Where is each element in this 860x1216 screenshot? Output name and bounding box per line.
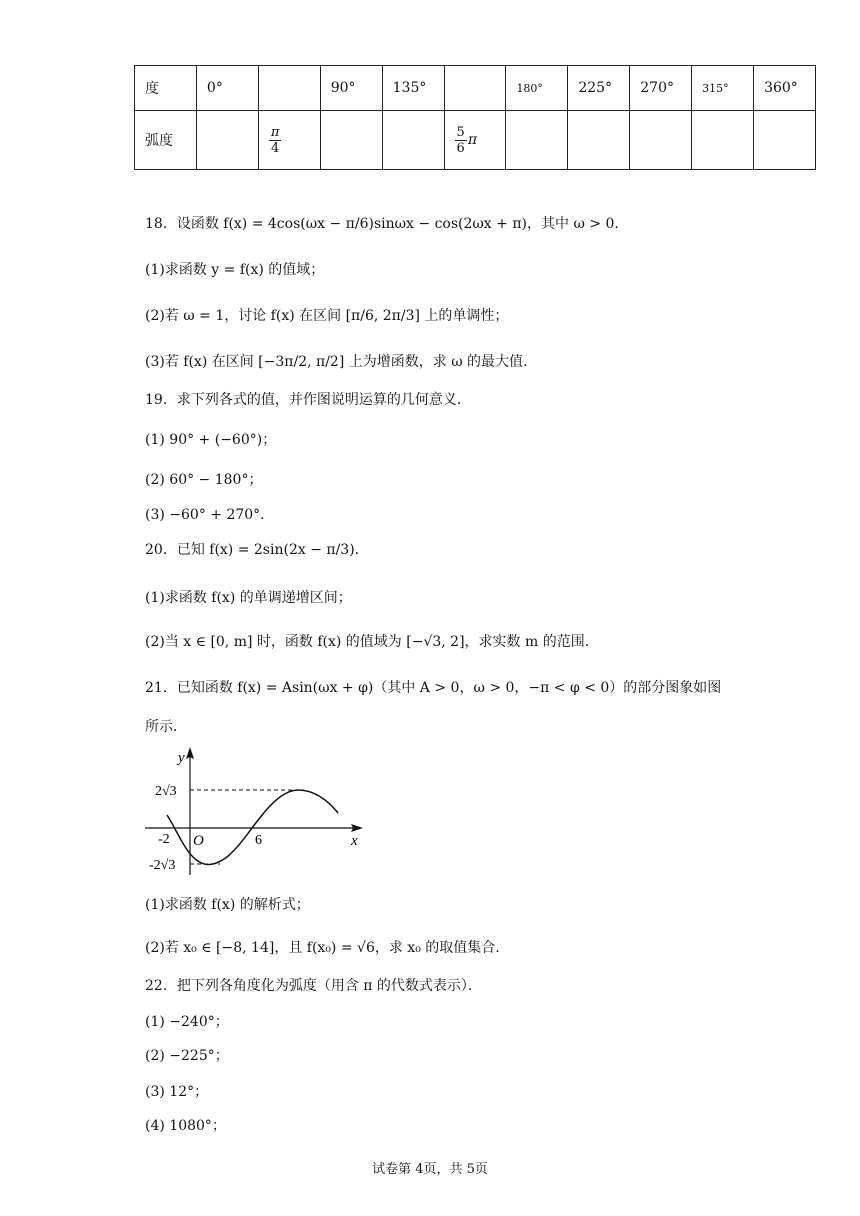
cell-rad-9 [692, 111, 754, 170]
q22-stem: 22．把下列各角度化为弧度（用含 π 的代数式表示）． [145, 978, 482, 994]
angle-conversion-table [134, 65, 816, 170]
cell-deg-2 [258, 66, 320, 111]
cell-deg-7: 225° [568, 66, 630, 111]
x-axis-label: x [351, 833, 358, 849]
q22-part2: (2) −225°； [145, 1048, 229, 1064]
cell-deg-5 [444, 66, 506, 111]
q21-part2: (2)若 x₀ ∈ [−8, 14]，且 f(x₀) = √6，求 x₀ 的取值集合. [145, 940, 500, 956]
q18-part1: (1)求函数 y = f(x) 的值域； [145, 262, 325, 278]
sine-graph-figure [145, 745, 375, 880]
table-row-radians [135, 111, 816, 170]
y-axis-label: y [178, 750, 185, 766]
q20-part2: (2)当 x ∈ [0, m] 时，函数 f(x) 的值域为 [−√3, 2]，求实数 m 的范围. [145, 634, 590, 650]
cell-deg-9: 315° [692, 66, 754, 111]
q19-part1: (1) 90° + (−60°)； [145, 432, 277, 448]
q18-part3: (3)若 f(x) 在区间 [−3π/2, π/2] 上为增函数，求 ω 的最大值. [145, 354, 528, 370]
cell-rad-5: $\frac{5}{6}$ π [444, 111, 506, 170]
cell-deg-10: 360° [754, 66, 816, 111]
q18-stem: 18．设函数 f(x) = 4cos(ωx − π/6)sinωx − cos(2ωx + π)，其中 ω > 0． [145, 216, 629, 232]
page-footer: 试卷第 4页，共 5页 [372, 1162, 488, 1177]
q19-stem: 19．求下列各式的值，并作图说明运算的几何意义． [145, 392, 471, 408]
fraction-5-over-6: $\frac{5}{6}$ [456, 124, 465, 156]
cell-rad-8 [630, 111, 692, 170]
max-value-label: 2√3 [155, 784, 177, 799]
q20-stem: 20．已知 f(x) = 2sin(2x − π/3)． [145, 542, 369, 558]
cell-deg-3: 90° [320, 66, 382, 111]
row-header-radian: 弧度 [135, 111, 197, 170]
q21-stem-continued: 所示． [145, 719, 187, 735]
q21-part1: (1)求函数 f(x) 的解析式； [145, 897, 310, 913]
cell-deg-6: 180° [506, 66, 568, 111]
tick-label-6: 6 [255, 833, 262, 848]
q21-stem: 21．已知函数 f(x) = Asin(ωx + φ)（其中 A > 0，ω > 0，−π < φ < 0）的部分图象如图 [145, 680, 722, 696]
min-value-label: -2√3 [149, 858, 176, 873]
table-row-degrees [135, 66, 816, 111]
q22-part1: (1) −240°； [145, 1014, 229, 1030]
q18-part2: (2)若 ω = 1，讨论 f(x) 在区间 [π/6, 2π/3] 上的单调性； [145, 308, 509, 324]
row-header-degree: 度 [135, 66, 197, 111]
cell-rad-1 [196, 111, 258, 170]
origin-label: O [193, 833, 204, 849]
tick-label-neg2: -2 [158, 832, 170, 847]
cell-rad-7 [568, 111, 630, 170]
cell-rad-3 [320, 111, 382, 170]
fraction-pi-over-4: $\frac{\pi}{4}$ [270, 124, 280, 156]
q20-part1: (1)求函数 f(x) 的单调递增区间； [145, 590, 352, 606]
sine-curve [167, 790, 338, 865]
cell-deg-8: 270° [630, 66, 692, 111]
q22-part3: (3) 12°； [145, 1084, 209, 1100]
cell-deg-1: 0° [196, 66, 258, 111]
cell-deg-4: 135° [382, 66, 444, 111]
q19-part2: (2) 60° − 180°； [145, 472, 263, 488]
cell-rad-10 [754, 111, 816, 170]
q22-part4: (4) 1080°； [145, 1118, 226, 1134]
cell-rad-6 [506, 111, 568, 170]
cell-rad-4 [382, 111, 444, 170]
q19-part3: (3) −60° + 270°． [145, 507, 275, 523]
cell-rad-2 [258, 111, 320, 170]
